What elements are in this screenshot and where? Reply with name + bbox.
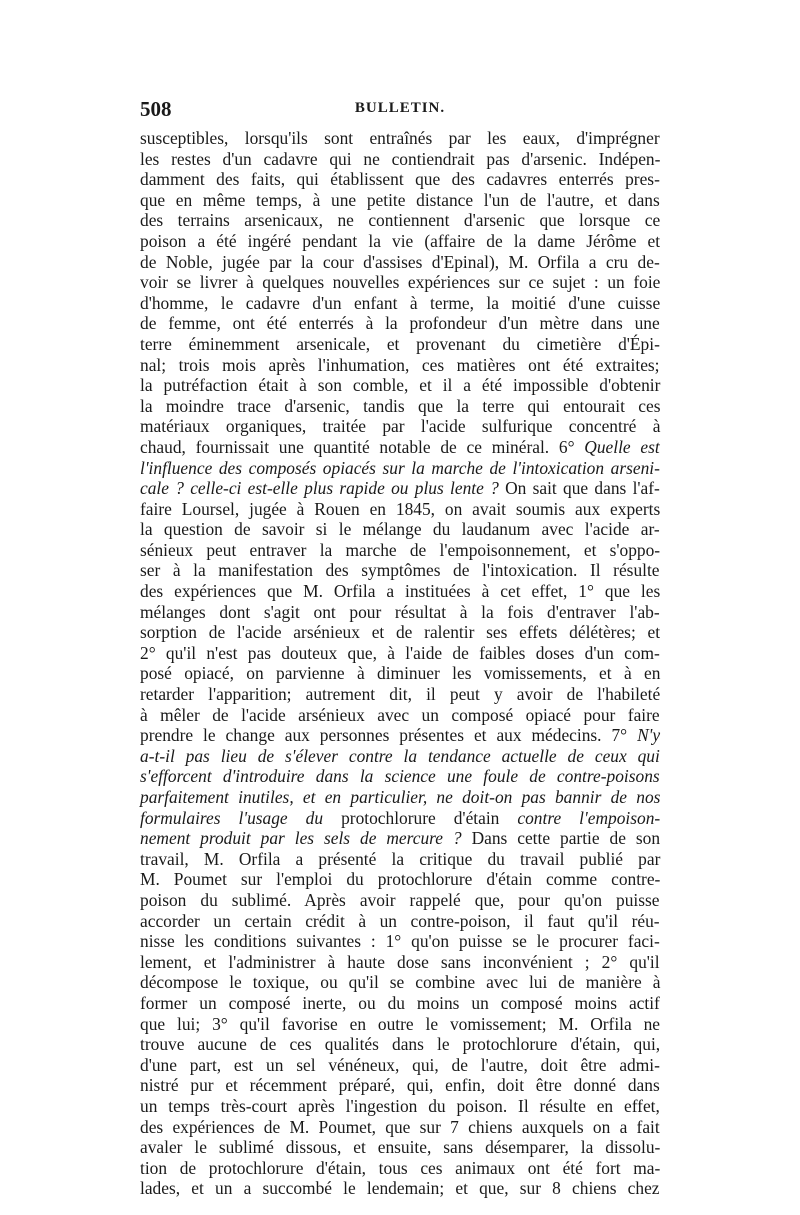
text-run: damment des faits, qui établissent que des cadavres enterrés pres- (140, 169, 660, 190)
running-head: BULLETIN. (354, 100, 446, 116)
text-line (140, 1096, 660, 1117)
text-run: la question de savoir si le mélange du laudanum avec l'acide ar- (140, 519, 660, 540)
text-run: protochlorure d'étain (323, 807, 518, 828)
text-run: un temps très-court après l'ingestion du poison. Il résulte en effet, (140, 1095, 660, 1116)
text-run: accorder un certain crédit à un contre-poison, il faut qu'il réu- (140, 910, 660, 931)
text-run: à mêler de l'acide arsénieux avec un composé opiacé pour faire (140, 704, 660, 725)
text-line (140, 1014, 660, 1035)
text-run: la putréfaction était à son comble, et il a été impossible d'obtenir (140, 375, 661, 396)
text-line (140, 993, 660, 1014)
text-run: matériaux organiques, traitée par l'acide sulfurique concentré à (140, 416, 661, 437)
text-run: la moindre trace d'arsenic, tandis que la terre qui entourait ces (140, 395, 661, 416)
text-run: avaler le sublimé dissous, et ensuite, sans désemparer, la dissolu- (140, 1137, 661, 1158)
text-line (140, 1178, 660, 1199)
italic-text-run: formulaires l'usage du (140, 807, 324, 828)
text-line (140, 252, 660, 273)
text-run: des terrains arsenicaux, ne contiennent d'arsenic que lorsque ce (140, 210, 661, 231)
text-run: sorption de l'acide arsénieux et de ralentir ses effets délétères; et (140, 622, 661, 643)
text-run: d'une part, est un sel vénéneux, qui, de l'autre, doit être admi- (140, 1054, 660, 1075)
text-line (140, 334, 660, 355)
italic-text-run: parfaitement inutiles, et en particulier, ne doit-on pas bannir de nos (140, 787, 661, 807)
text-run: décompose le toxique, ou qu'il se combine avec lui de manière à (140, 972, 661, 993)
text-line (140, 746, 660, 767)
page-number: 508 (140, 97, 172, 121)
text-line (140, 560, 660, 581)
text-line (140, 808, 660, 829)
page-header (140, 97, 660, 127)
text-run: M. Poumet sur l'emploi du protochlorure d'étain comme contre- (140, 869, 661, 890)
text-run: lades, et un a succombé le lendemain; et que, sur 8 chiens chez (140, 1178, 660, 1199)
text-line (140, 931, 660, 952)
text-run: des expériences que M. Orfila a instituées à cet effet, 1° que les (140, 581, 661, 602)
italic-text-run: cale ? celle-ci est-elle plus rapide ou plus lente ? (140, 478, 499, 499)
text-line (140, 272, 660, 293)
text-line (140, 1117, 660, 1138)
italic-text-run: nement produit par les sels de mercure ? (140, 828, 462, 849)
text-line (140, 231, 660, 252)
text-line (140, 478, 660, 499)
text-run: former un composé inerte, ou du moins un composé moins actif (140, 992, 660, 1013)
text-line (140, 355, 660, 376)
text-run: 2° qu'il n'est pas douteux que, à l'aide de faibles doses d'un com- (140, 642, 660, 663)
text-run: nistré pur et récemment préparé, qui, enfin, doit être donné dans (140, 1075, 660, 1096)
italic-text-run: l'influence des composés opiacés sur la marche de l'intoxication arseni- (140, 457, 660, 478)
text-line (140, 190, 660, 211)
text-line (140, 684, 660, 705)
text-run: voir se livrer à quelques nouvelles expériences sur ce sujet : un foie (140, 272, 661, 293)
italic-text-run: N'y (637, 725, 661, 746)
text-run: On sait que dans l'af- (498, 478, 660, 499)
text-line (140, 149, 660, 170)
text-line (140, 705, 660, 726)
text-line (140, 663, 660, 684)
text-line (140, 375, 660, 396)
text-run: que lui; 3° qu'il favorise en outre le vomissement; M. Orfila ne (140, 1013, 661, 1034)
text-line (140, 1075, 660, 1096)
text-run: nal; trois mois après l'inhumation, ces matières ont été extraites; (140, 354, 660, 375)
text-line (140, 581, 660, 602)
text-run: prendre le change aux personnes présentes et aux médecins. 7° (140, 725, 638, 746)
text-line (140, 972, 660, 993)
text-line (140, 416, 660, 437)
text-line (140, 396, 660, 417)
text-run: faire Loursel, jugée à Rouen en 1845, on avait soumis aux experts (140, 498, 661, 519)
text-line (140, 458, 660, 479)
text-line (140, 869, 660, 890)
text-line (140, 313, 660, 334)
text-line (140, 1137, 660, 1158)
text-line (140, 519, 660, 540)
text-line (140, 293, 660, 314)
text-run: des expériences de M. Poumet, que sur 7 chiens auxquels on a fait (140, 1116, 660, 1137)
text-run: lement, et l'administrer à haute dose sans inconvénient ; 2° qu'il (140, 951, 660, 972)
text-run: Dans cette partie de son (461, 828, 661, 849)
text-line (140, 1055, 660, 1076)
text-run: chaud, fournissait une quantité notable de ce minéral. 6° (140, 436, 585, 457)
text-run: mélanges dont s'agit ont pour résultat à la fois d'entraver l'ab- (140, 601, 660, 622)
text-run: tion de protochlorure d'étain, tous ces animaux ont été fort ma- (140, 1157, 661, 1178)
text-run: terre éminemment arsenicale, et provenant du cimetière d'Épi- (140, 333, 660, 354)
text-line (140, 766, 660, 787)
text-line (140, 952, 660, 973)
text-line (140, 725, 660, 746)
italic-text-run: s'efforcent d'introduire dans la science une foule de contre-poisons (140, 766, 660, 787)
text-run: poison du sublimé. Après avoir rappelé que, pour qu'on puisse (140, 889, 660, 910)
text-run: ser à la manifestation des symptômes de l'intoxication. Il résulte (140, 560, 660, 581)
text-line (140, 437, 660, 458)
text-line (140, 1034, 660, 1055)
text-line (140, 849, 660, 870)
italic-text-run: a-t-il pas lieu de s'élever contre la tendance actuelle de ceux qui (140, 745, 660, 766)
text-line (140, 1158, 660, 1179)
text-line (140, 643, 660, 664)
text-run: d'homme, le cadavre d'un enfant à terme, la moitié d'une cuisse (140, 292, 661, 313)
text-run: trouve aucune de ces qualités dans le protochlorure d'étain, qui, (140, 1034, 661, 1055)
text-run: poison a été ingéré pendant la vie (affaire de la dame Jérôme et (140, 230, 661, 251)
text-line (140, 787, 660, 808)
text-run: retarder l'apparition; autrement dit, il peut y avoir de l'habileté (140, 684, 661, 705)
text-line (140, 622, 660, 643)
italic-text-run: contre l'empoison- (517, 807, 661, 828)
text-run: de Noble, jugée par la cour d'assises d'Epinal), M. Orfila a cru de- (140, 251, 660, 272)
text-line (140, 128, 660, 149)
text-line (140, 828, 660, 849)
text-line (140, 890, 660, 911)
italic-text-run: Quelle est (584, 436, 660, 457)
text-line (140, 499, 660, 520)
text-line (140, 911, 660, 932)
text-run: posé opiacé, on parvienne à diminuer les vomissements, et à en (140, 663, 661, 684)
text-line (140, 210, 660, 231)
text-run: que en même temps, à une petite distance l'un de l'autre, et dans (140, 189, 660, 210)
text-run: sénieux peut entraver la marche de l'empoisonnement, et s'oppo- (140, 539, 661, 560)
text-line (140, 540, 660, 561)
text-run: susceptibles, lorsqu'ils sont entraînés par les eaux, d'imprégner (140, 128, 660, 148)
text-run: les restes d'un cadavre qui ne contiendrait pas d'arsenic. Indépen- (140, 148, 661, 169)
text-run: nisse les conditions suivantes : 1° qu'on puisse se le procurer faci- (140, 931, 660, 952)
text-run: travail, M. Orfila a présenté la critique du travail publié par (140, 848, 661, 869)
text-run: de femme, ont été enterrés à la profondeur d'un mètre dans une (140, 313, 660, 334)
body-text (140, 128, 660, 1199)
text-line (140, 169, 660, 190)
text-line (140, 602, 660, 623)
